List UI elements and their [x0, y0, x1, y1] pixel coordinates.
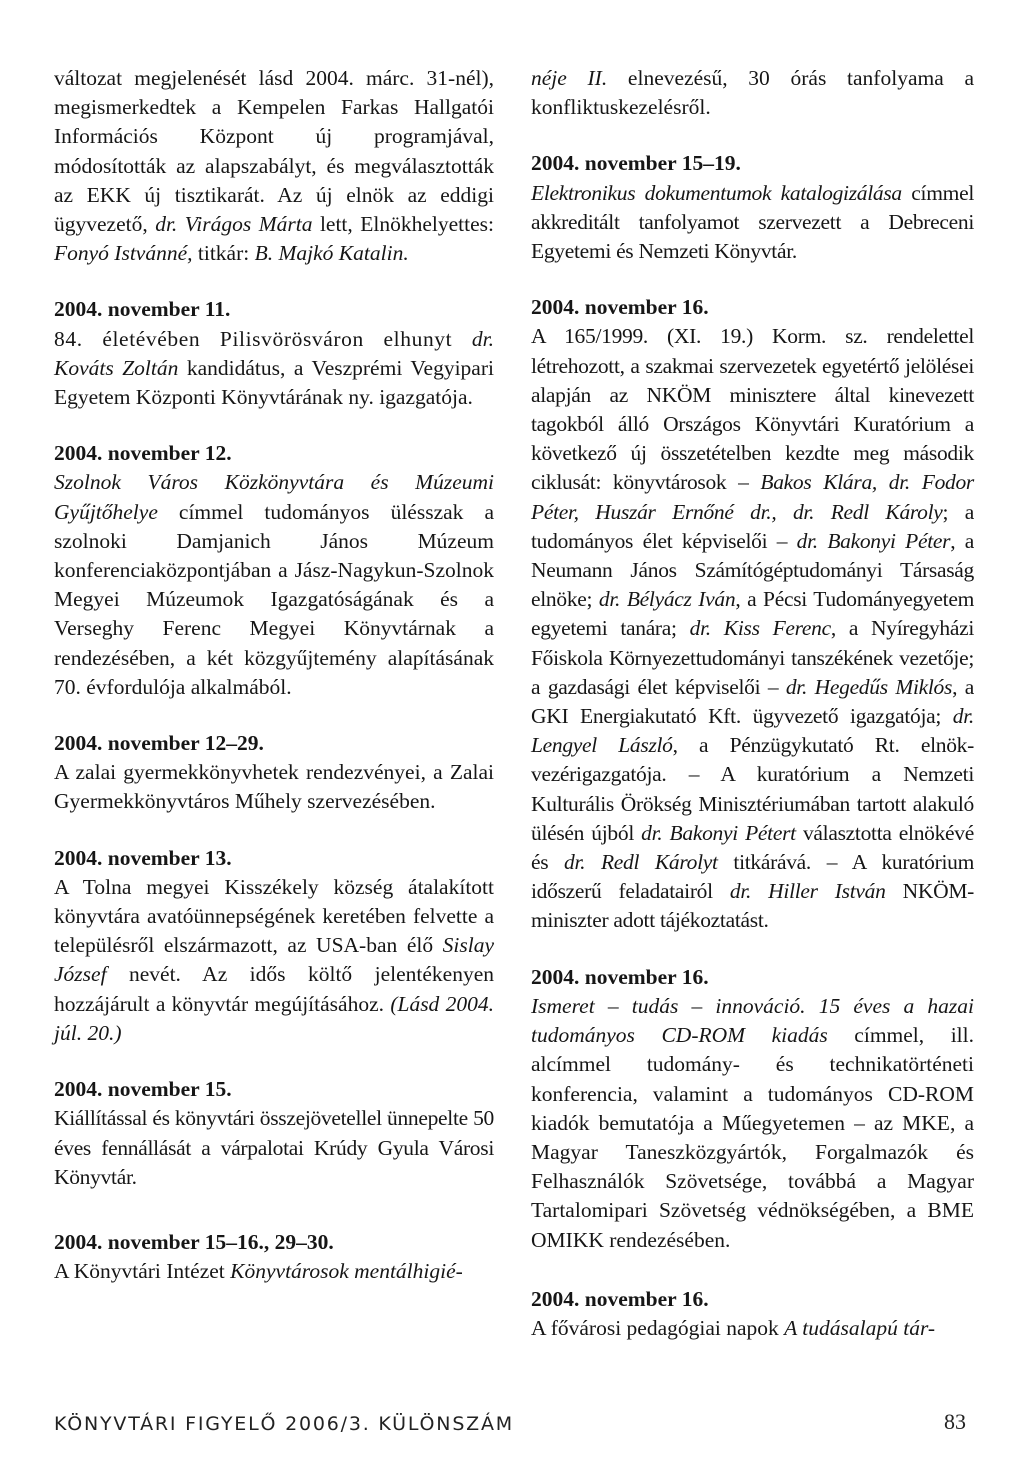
- entry-nov-16-kuratorium: [531, 293, 974, 935]
- continuation-text: [531, 64, 974, 122]
- intro-text-e: titkár:: [192, 241, 255, 266]
- intro-text: [54, 64, 494, 268]
- entry-date: 2004. november 16.: [531, 1286, 709, 1311]
- entry-title: Ismeret – tudás – innováció. 15 éves a hazai tudományos CD-ROM kiadás: [531, 993, 974, 1048]
- entry-person: dr. Bakonyi Pétert: [641, 820, 796, 845]
- entry-text: [54, 468, 494, 702]
- entry-text-rest: kandidátus, a Veszprémi Vegyipari Egyetem Központi Könyvtárának ny. igazgatója.: [54, 355, 494, 410]
- left-column: [54, 64, 494, 1313]
- entry-text: [531, 992, 974, 1255]
- entry-text-segment: , a Pécsi Tudományegyetem egyetemi tanára;: [531, 587, 974, 641]
- entry-person: Bakos Klára, dr. Fodor Péter, Huszár Ernőné dr., dr. Redl Károly: [531, 470, 974, 524]
- entry-date: 2004. november 13.: [54, 845, 232, 870]
- intro-name-secretary: B. Majkó Katalin.: [254, 241, 409, 266]
- entry-nov-15-16-29-30: [54, 1228, 494, 1286]
- entry-text-segment: , a Neumann János Számítógéptudományi Társaság elnöke;: [531, 528, 975, 612]
- entry-date: 2004. november 16.: [531, 964, 709, 989]
- entry-text-segment: , a Pénzügykutató Rt. elnök-vezérigazgatója. – A kuratórium a Nemzeti Kulturális Örökség Minisztériumában tartott alakuló ülésén újból: [531, 733, 974, 845]
- entry-text: [54, 873, 494, 1048]
- entry-title: A tudásalapú tár-: [784, 1315, 936, 1340]
- entry-text: [54, 325, 494, 413]
- entry-text-lead: 84. életévében Pilisvörösváron elhunyt: [54, 326, 472, 351]
- entry-nov-13: [54, 844, 494, 1048]
- entry-text: [531, 322, 974, 935]
- entry-date: 2004. november 12.: [54, 441, 232, 466]
- entry-text-rest: címmel, ill. alcímmel tudomány- és technikatörténeti konferencia, valamint a tudományos CD-ROM kiadók bemutatója a Műegyetemen – az MKE, a Magyar Taneszközgyártók, Forgalmazók és Felhasználók Szövetsége, továbbá a Magyar Tartalomipari Szövetség védnökségében, a BME OMIKK rendezésében.: [531, 1023, 975, 1252]
- entry-date: 2004. november 11.: [54, 297, 231, 322]
- entry-date: 2004. november 16.: [531, 295, 709, 320]
- entry-text: [531, 179, 974, 267]
- entry-text-segment: NKÖM-miniszter adott tájékoztatást.: [531, 879, 974, 933]
- entry-text: [54, 1257, 494, 1286]
- journal-footer: KÖNYVTÁRI FIGYELŐ 2006/3. KÜLÖNSZÁM: [54, 1413, 514, 1435]
- page-number: 83: [944, 1409, 966, 1434]
- entry-date: 2004. november 15–19.: [531, 151, 741, 176]
- entry-person: dr. Hiller István: [729, 879, 886, 904]
- entry-person: dr. Lengyel László: [531, 704, 974, 758]
- continuation-rest: elnevezésű, 30 órás tanfolyama a konfliktuskezelésről.: [531, 66, 974, 120]
- intro-text-a: változat megjelenését lásd 2004. márc. 31-nél), megismerkedtek a Kempelen Farkas Hallgatói Információs Központ új programjával, módosították az alapszabályt, és megválasztották az EKK új tisztikarát. Az új elnök az eddigi ügyvezető,: [54, 66, 494, 237]
- entry-text-tail: nevét. Az idős költő jelentékenyen hozzájárult a könyvtár megújításához.: [54, 962, 494, 1016]
- entry-text-rest: címmel tudományos ülésszak a szolnoki Damjanich János Múzeum konferenciaközpontjában a Jász-Nagykun-Szolnok Megyei Múzeumok Igazgatóságának és a Verseghy Ferenc Megyei Könyvtárnak a rendezésében, a két közgyűjtemény alapításának 70. évfordulója alkalmából.: [54, 499, 494, 699]
- right-column: [531, 64, 974, 1370]
- entry-crossref: (Lásd 2004. júl. 20.): [54, 991, 495, 1045]
- entry-text-segment: ; a tudományos élet képviselői –: [531, 499, 974, 553]
- entry-title: Könyvtárosok mentálhigié-: [230, 1259, 463, 1284]
- entry-person: Sislay József: [54, 933, 494, 987]
- entry-nov-16-pedagogy: [531, 1285, 974, 1343]
- entry-person: dr. Kiss Ferenc: [689, 616, 831, 641]
- intro-text-c: lett, Elnökhelyettes:: [312, 212, 494, 237]
- entry-text-lead: A Tolna megyei Kisszékely község átalakított könyvtára avatóünnepségének keretében felvette a településről elszármazott, az USA-ban élő: [54, 874, 494, 958]
- entry-text-lead: A fővárosi pedagógiai napok: [531, 1315, 785, 1340]
- entry-nov-12: [54, 439, 494, 702]
- entry-text-segment: , a GKI Energiakutató Kft. ügyvezető igazgatója;: [531, 674, 974, 729]
- entry-person: dr. Kováts Zoltán: [54, 326, 494, 380]
- entry-text-rest: címmel akkreditált tanfolyamot szervezett a Debreceni Egyetemi és Nemzeti Könyvtár.: [531, 180, 974, 264]
- entry-person: dr. Hegedűs Miklós: [785, 674, 953, 699]
- entry-date: 2004. november 12–29.: [54, 731, 264, 756]
- continuation-title: néje II.: [531, 66, 608, 90]
- entry-nov-16-cdrom: [531, 963, 974, 1255]
- entry-text-segment: , a Nyíregyházi Főiskola Környezettudományi tanszékének vezetője; a gazdasági élet képviselői –: [531, 616, 974, 699]
- entry-nov-15: [54, 1075, 494, 1192]
- entry-text-segment: titkárává. – A kuratórium időszerű feladatairól: [531, 850, 974, 904]
- entry-nov-11: [54, 295, 494, 412]
- intro-name-president: dr. Virágos Márta: [155, 212, 313, 237]
- intro-name-vice: Fonyó Istvánné,: [54, 241, 193, 266]
- entry-nov-15-19: [531, 149, 974, 266]
- entry-title: Szolnok Város Közkönyvtára és Múzeumi Gyűjtőhelye: [54, 470, 494, 524]
- entry-person: dr. Bakonyi Péter: [796, 528, 951, 553]
- entry-nov-12-29: [54, 729, 494, 817]
- continuation-paragraph: [531, 64, 974, 122]
- entry-person: dr. Bélyácz Iván: [598, 587, 736, 612]
- entry-text: A zalai gyermekkönyvhetek rendezvényei, a Zalai Gyermekkönyvtáros Műhely szervezésében.: [54, 760, 494, 814]
- entry-person: dr. Redl Károlyt: [564, 850, 718, 875]
- entry-date: 2004. november 15–16., 29–30.: [54, 1229, 334, 1254]
- entry-date: 2004. november 15.: [54, 1077, 232, 1102]
- entry-title: Elektronikus dokumentumok katalogizálása: [531, 180, 902, 205]
- entry-text: Kiállítással és könyvtári összejövetellel ünnepelte 50 éves fennállását a várpalotai Krúdy Gyula Városi Könyvtár.: [54, 1106, 494, 1189]
- entry-text-segment: választotta elnökévé és: [531, 820, 974, 875]
- entry-text-segment: A 165/1999. (XI. 19.) Korm. sz. rendelettel létrehozott, a szakmai szervezetek egyetértő jelölései alapján az NKÖM minisztere által kinevezett tagokból álló Országos Könyvtári Kuratórium a következő új összetételben kezdte meg második ciklusát: könyvtárosok –: [531, 324, 974, 495]
- entry-text: [531, 1314, 974, 1343]
- intro-paragraph: [54, 64, 494, 268]
- entry-text-lead: A Könyvtári Intézet: [54, 1259, 231, 1284]
